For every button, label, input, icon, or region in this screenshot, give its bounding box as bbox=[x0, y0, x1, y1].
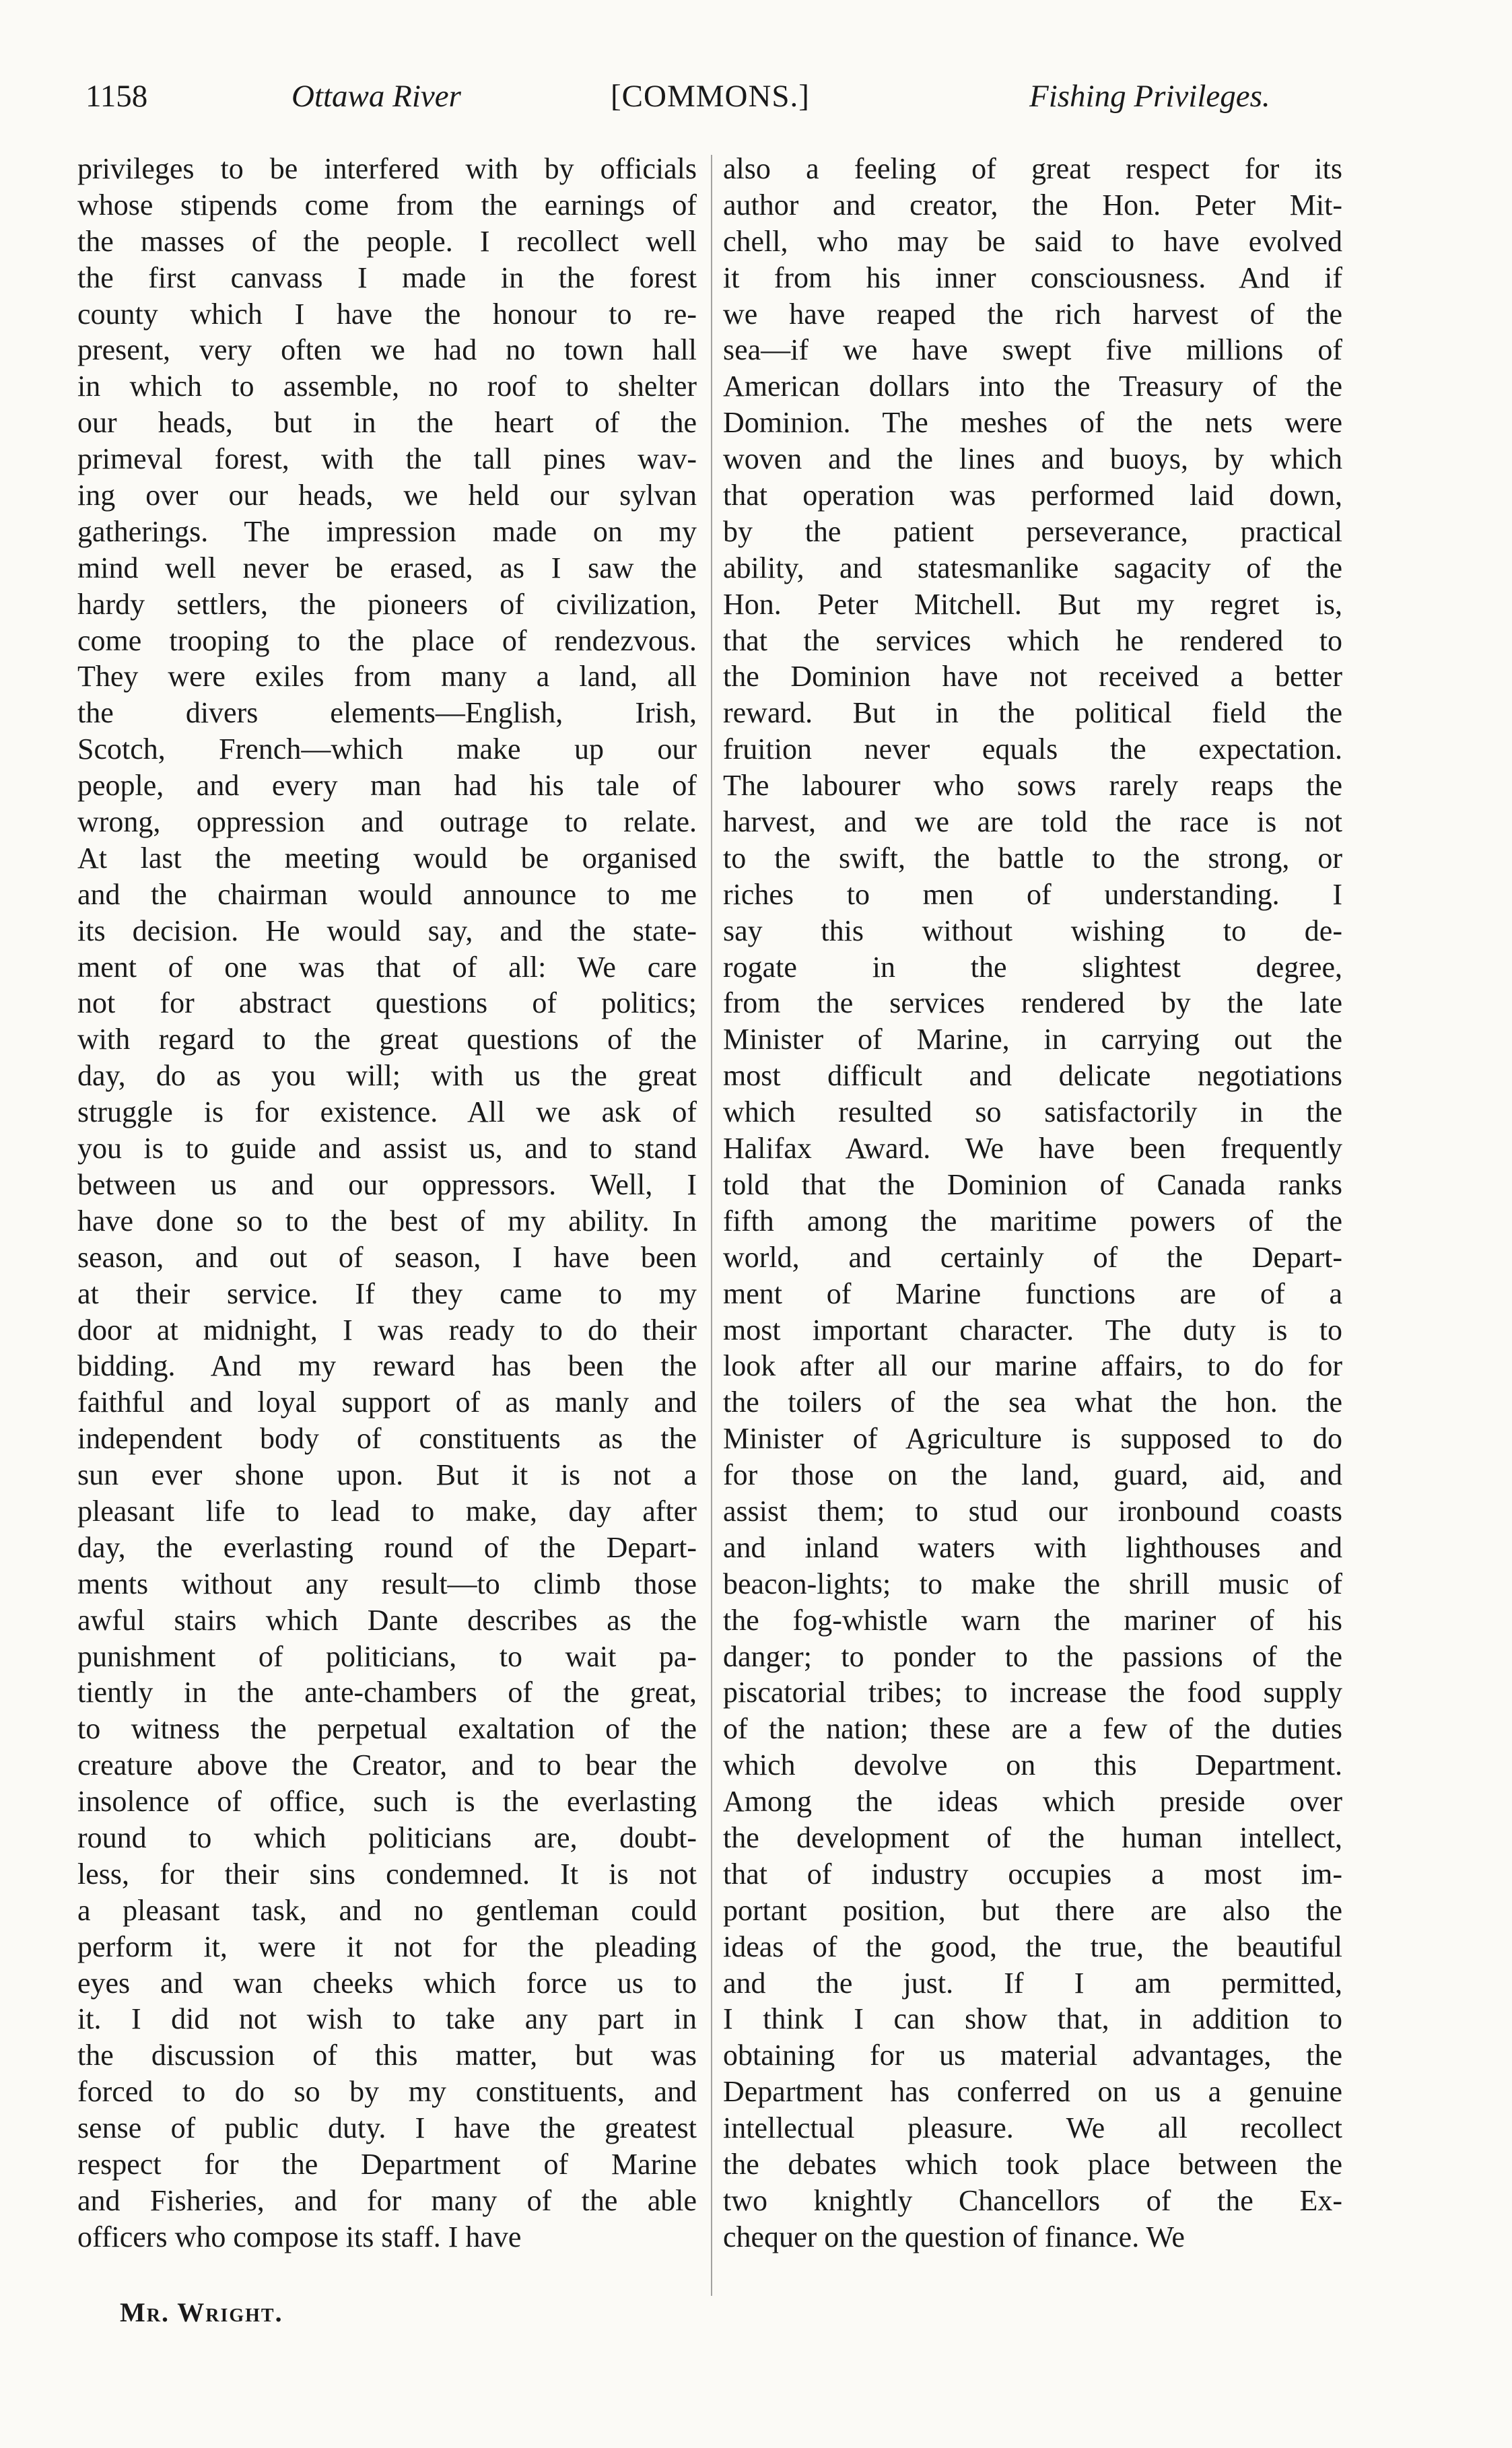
running-title-right: Fishing Privileges. bbox=[1029, 79, 1270, 114]
text-line: ment of Marine functions are of a bbox=[723, 1277, 1342, 1310]
text-line: whose stipends come from the earnings of bbox=[77, 188, 697, 222]
text-line: harvest, and we are told the race is not bbox=[723, 805, 1342, 839]
text-line: for those on the land, guard, aid, and bbox=[723, 1458, 1342, 1492]
speaker-name: Mr. Wright. bbox=[120, 2297, 283, 2327]
text-line: The labourer who sows rarely reaps the bbox=[723, 769, 1342, 803]
text-line: riches to men of understanding. I bbox=[723, 877, 1342, 911]
text-line: we have reaped the rich harvest of the bbox=[723, 297, 1342, 331]
text-line: chell, who may be said to have evolved bbox=[723, 224, 1342, 258]
text-line: in which to assemble, no roof to shelter bbox=[77, 370, 697, 403]
text-line: ing over our heads, we held our sylvan bbox=[77, 479, 697, 512]
text-line: the development of the human intellect, bbox=[723, 1821, 1342, 1854]
text-line: and the just. If I am permitted, bbox=[723, 1966, 1342, 2000]
text-line: have done so to the best of my ability. In bbox=[77, 1204, 697, 1237]
text-line: say this without wishing to de- bbox=[723, 914, 1342, 947]
text-line: Halifax Award. We have been frequently bbox=[723, 1132, 1342, 1165]
column-divider bbox=[711, 155, 712, 2296]
text-line: reward. But in the political field the bbox=[723, 696, 1342, 730]
text-line: it. I did not wish to take any part in bbox=[77, 2002, 697, 2036]
text-line: most difficult and delicate negotiations bbox=[723, 1059, 1342, 1093]
text-line: by the patient perseverance, practical bbox=[723, 514, 1342, 548]
text-line: it from his inner consciousness. And if bbox=[723, 261, 1342, 294]
text-line: that of industry occupies a most im- bbox=[723, 1857, 1342, 1891]
text-line: assist them; to stud our ironbound coasts bbox=[723, 1494, 1342, 1528]
text-line: They were exiles from many a land, all bbox=[77, 660, 697, 693]
text-line: Minister of Agriculture is supposed to do bbox=[723, 1422, 1342, 1456]
text-line: tiently in the ante-chambers of the great, bbox=[77, 1676, 697, 1709]
text-line: Dominion. The meshes of the nets were bbox=[723, 406, 1342, 440]
text-line: the Dominion have not received a better bbox=[723, 660, 1342, 693]
page-header bbox=[77, 73, 1356, 120]
text-line: not for abstract questions of politics; bbox=[77, 986, 697, 1020]
text-line: the discussion of this matter, but was bbox=[77, 2039, 697, 2072]
text-line: I think I can show that, in addition to bbox=[723, 2002, 1342, 2036]
text-line: world, and certainly of the Depart- bbox=[723, 1240, 1342, 1274]
text-line: creature above the Creator, and to bear the bbox=[77, 1748, 697, 1782]
text-line: awful stairs which Dante describes as the bbox=[77, 1603, 697, 1637]
page-number: 1158 bbox=[85, 79, 148, 114]
text-line: portant position, but there are also the bbox=[723, 1893, 1342, 1927]
text-line: between us and our oppressors. Well, I bbox=[77, 1167, 697, 1201]
text-line: day, do as you will; with us the great bbox=[77, 1059, 697, 1093]
text-line: sea—if we have swept five millions of bbox=[723, 333, 1342, 367]
text-line: the toilers of the sea what the hon. the bbox=[723, 1386, 1342, 1419]
running-title-left: Ottawa River bbox=[291, 79, 461, 114]
text-line: chequer on the question of finance. We bbox=[723, 2220, 1185, 2253]
text-line: you is to guide and assist us, and to stand bbox=[77, 1132, 697, 1165]
text-line: and Fisheries, and for many of the able bbox=[77, 2183, 697, 2217]
text-line: gatherings. The impression made on my bbox=[77, 514, 697, 548]
right-text-column bbox=[723, 151, 1342, 2255]
text-line: the masses of the people. I recollect well bbox=[77, 224, 697, 258]
text-line: also a feeling of great respect for its bbox=[723, 152, 1342, 185]
text-line: hardy settlers, the pioneers of civilization, bbox=[77, 587, 697, 621]
text-line: county which I have the honour to re- bbox=[77, 297, 697, 331]
text-line: its decision. He would say, and the state- bbox=[77, 914, 697, 947]
text-line: of the nation; these are a few of the duties bbox=[723, 1712, 1342, 1746]
text-line: present, very often we had no town hall bbox=[77, 333, 697, 367]
text-line: author and creator, the Hon. Peter Mit- bbox=[723, 188, 1342, 222]
text-line: American dollars into the Treasury of the bbox=[723, 370, 1342, 403]
text-line: eyes and wan cheeks which force us to bbox=[77, 1966, 697, 2000]
text-line: come trooping to the place of rendezvous. bbox=[77, 623, 697, 657]
text-line: forced to do so by my constituents, and bbox=[77, 2075, 697, 2109]
text-line: officers who compose its staff. I have bbox=[77, 2220, 522, 2253]
text-line: told that the Dominion of Canada ranks bbox=[723, 1167, 1342, 1201]
text-line: bidding. And my reward has been the bbox=[77, 1349, 697, 1383]
text-line: the debates which took place between the bbox=[723, 2147, 1342, 2181]
text-line: that the services which he rendered to bbox=[723, 623, 1342, 657]
text-line: most important character. The duty is to bbox=[723, 1313, 1342, 1347]
text-line: and inland waters with lighthouses and bbox=[723, 1530, 1342, 1564]
text-line: day, the everlasting round of the Depart- bbox=[77, 1530, 697, 1564]
text-line: the fog-whistle warn the mariner of his bbox=[723, 1603, 1342, 1637]
text-line: mind well never be erased, as I saw the bbox=[77, 551, 697, 584]
text-line: woven and the lines and buoys, by which bbox=[723, 442, 1342, 476]
text-line: door at midnight, I was ready to do their bbox=[77, 1313, 697, 1347]
text-line: respect for the Department of Marine bbox=[77, 2147, 697, 2181]
text-line: independent body of constituents as the bbox=[77, 1422, 697, 1456]
text-line: at their service. If they came to my bbox=[77, 1277, 697, 1310]
text-line: ideas of the good, the true, the beautiful bbox=[723, 1930, 1342, 1963]
text-line: fruition never equals the expectation. bbox=[723, 733, 1342, 766]
text-line: two knightly Chancellors of the Ex- bbox=[723, 2183, 1342, 2217]
text-line: less, for their sins condemned. It is not bbox=[77, 1857, 697, 1891]
text-line: insolence of office, such is the everlasting bbox=[77, 1785, 697, 1818]
text-line: round to which politicians are, doubt- bbox=[77, 1821, 697, 1854]
text-line: a pleasant task, and no gentleman could bbox=[77, 1893, 697, 1927]
text-line: that operation was performed laid down, bbox=[723, 479, 1342, 512]
running-title-center: [COMMONS.] bbox=[611, 79, 810, 114]
text-line: Hon. Peter Mitchell. But my regret is, bbox=[723, 587, 1342, 621]
text-line: primeval forest, with the tall pines wav- bbox=[77, 442, 697, 476]
text-line: from the services rendered by the late bbox=[723, 986, 1342, 1020]
text-line: piscatorial tribes; to increase the food supply bbox=[723, 1676, 1342, 1709]
text-line: which devolve on this Department. bbox=[723, 1748, 1342, 1782]
text-line: At last the meeting would be organised bbox=[77, 841, 697, 875]
text-line: obtaining for us material advantages, the bbox=[723, 2039, 1342, 2072]
text-line: people, and every man had his tale of bbox=[77, 769, 697, 803]
text-line: intellectual pleasure. We all recollect bbox=[723, 2111, 1342, 2145]
text-line: punishment of politicians, to wait pa- bbox=[77, 1639, 697, 1673]
text-line: sun ever shone upon. But it is not a bbox=[77, 1458, 697, 1492]
text-line: struggle is for existence. All we ask of bbox=[77, 1095, 697, 1129]
text-line: our heads, but in the heart of the bbox=[77, 406, 697, 440]
text-line: perform it, were it not for the pleading bbox=[77, 1930, 697, 1963]
text-line: faithful and loyal support of as manly and bbox=[77, 1386, 697, 1419]
text-line: with regard to the great questions of the bbox=[77, 1023, 697, 1056]
text-line: and the chairman would announce to me bbox=[77, 877, 697, 911]
text-line: ability, and statesmanlike sagacity of the bbox=[723, 551, 1342, 584]
text-line: to the swift, the battle to the strong, or bbox=[723, 841, 1342, 875]
text-line: ment of one was that of all: We care bbox=[77, 950, 697, 984]
text-line: beacon-lights; to make the shrill music of bbox=[723, 1567, 1342, 1600]
text-line: wrong, oppression and outrage to relate. bbox=[77, 805, 697, 839]
text-line: which resulted so satisfactorily in the bbox=[723, 1095, 1342, 1129]
text-line: Department has conferred on us a genuine bbox=[723, 2075, 1342, 2109]
text-line: Scotch, French—which make up our bbox=[77, 733, 697, 766]
text-line: season, and out of season, I have been bbox=[77, 1240, 697, 1274]
text-line: pleasant life to lead to make, day after bbox=[77, 1494, 697, 1528]
text-line: look after all our marine affairs, to do for bbox=[723, 1349, 1342, 1383]
left-text-column bbox=[77, 151, 697, 2255]
text-line: Among the ideas which preside over bbox=[723, 1785, 1342, 1818]
text-line: privileges to be interfered with by officials bbox=[77, 152, 697, 185]
text-line: the first canvass I made in the forest bbox=[77, 261, 697, 294]
text-line: rogate in the slightest degree, bbox=[723, 950, 1342, 984]
text-line: to witness the perpetual exaltation of the bbox=[77, 1712, 697, 1746]
text-line: ments without any result—to climb those bbox=[77, 1567, 697, 1600]
text-line: danger; to ponder to the passions of the bbox=[723, 1639, 1342, 1673]
text-line: the divers elements—English, Irish, bbox=[77, 696, 697, 730]
text-line: fifth among the maritime powers of the bbox=[723, 1204, 1342, 1237]
text-line: sense of public duty. I have the greatest bbox=[77, 2111, 697, 2145]
text-line: Minister of Marine, in carrying out the bbox=[723, 1023, 1342, 1056]
